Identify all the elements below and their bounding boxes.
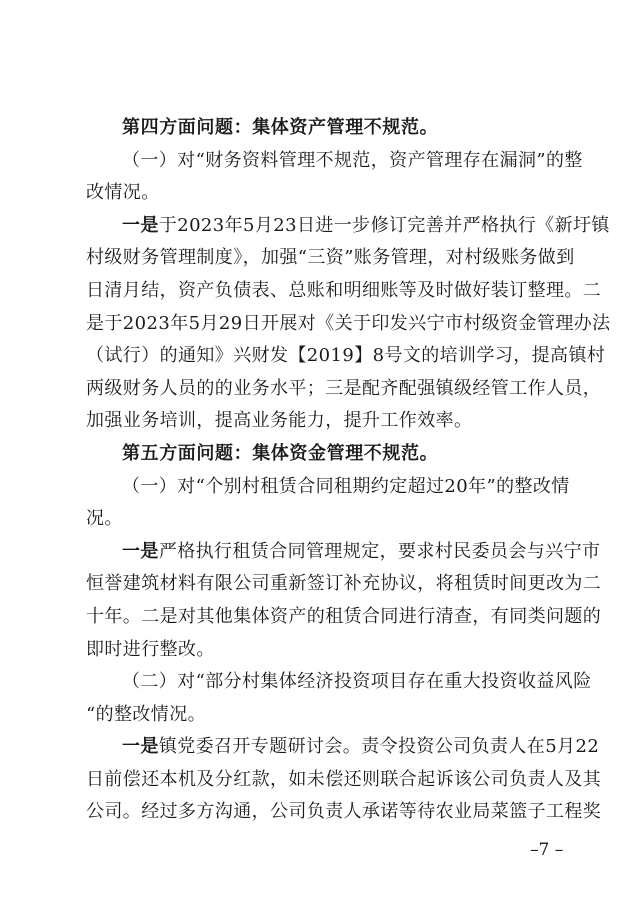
subheading-line: （二）对“部分村集体经济投资项目存在重大投资收益风险 bbox=[122, 671, 592, 693]
paragraph-text: 镇党委召开专题研讨会。责令投资公司负责人在5月22 bbox=[158, 736, 600, 758]
paragraph-line: 日清月结，资产负债表、总账和明细账等及时做好装订整理。二 bbox=[86, 279, 602, 301]
section-heading-4: 第四方面问题：集体资产管理不规范。 bbox=[122, 117, 439, 138]
paragraph-text: 严格执行租赁合同管理规定，要求村民委员会与兴宁市 bbox=[158, 540, 601, 562]
paragraph-line: 两级财务人员的的业务水平；三是配齐配强镇级经管工作人员， bbox=[86, 377, 602, 399]
paragraph-line: 恒誉建筑材料有限公司重新签订补充协议，将租赁时间更改为二 bbox=[86, 573, 602, 595]
paragraph-line bbox=[86, 210, 610, 243]
subheading-line: “的整改情况。 bbox=[86, 703, 207, 725]
subheading-line: 改情况。 bbox=[86, 182, 160, 204]
paragraph-line: 公司。经过多方沟通，公司负责人承诺等待农业局菜篮子工程奖 bbox=[86, 801, 602, 823]
paragraph-line: 日前偿还本机及分红款，如未偿还则联合起诉该公司负责人及其 bbox=[86, 768, 602, 790]
paragraph-line bbox=[86, 731, 600, 764]
paragraph-line: （试行）的通知》兴财发【2019】8号文的培训学习，提高镇村 bbox=[86, 345, 606, 367]
paragraph-line: 是于2023年5月29日开展对《关于印发兴宁市村级资金管理办法 bbox=[86, 312, 611, 334]
section-heading-5: 第五方面问题：集体资金管理不规范。 bbox=[122, 442, 439, 464]
page-number: –7 – bbox=[530, 840, 564, 860]
subheading-line: （一）对“个别村租赁合同租期约定超过20年”的整改情 bbox=[122, 475, 570, 497]
subheading-line: （一）对“财务资料管理不规范，资产管理存在漏洞”的整 bbox=[122, 149, 583, 171]
document-body bbox=[86, 112, 611, 829]
paragraph-text: 于2023年5月23日进一步修订完善并严格执行《新圩镇 bbox=[158, 214, 610, 236]
lead-phrase: 一是 bbox=[122, 214, 159, 236]
subheading-line: 况。 bbox=[86, 508, 123, 530]
paragraph-line: 加强业务培训，提高业务能力，提升工作效率。 bbox=[86, 410, 473, 432]
lead-phrase: 一是 bbox=[122, 736, 159, 758]
paragraph-line bbox=[86, 536, 601, 569]
paragraph-line: 十年。二是对其他集体资产的租赁合同进行清查，有同类问题的 bbox=[86, 605, 602, 627]
paragraph-line: 即时进行整改。 bbox=[86, 638, 215, 660]
paragraph-line: 村级财务管理制度》，加强“三资”账务管理，对村级账务做到 bbox=[86, 247, 575, 269]
lead-phrase: 一是 bbox=[122, 540, 159, 562]
